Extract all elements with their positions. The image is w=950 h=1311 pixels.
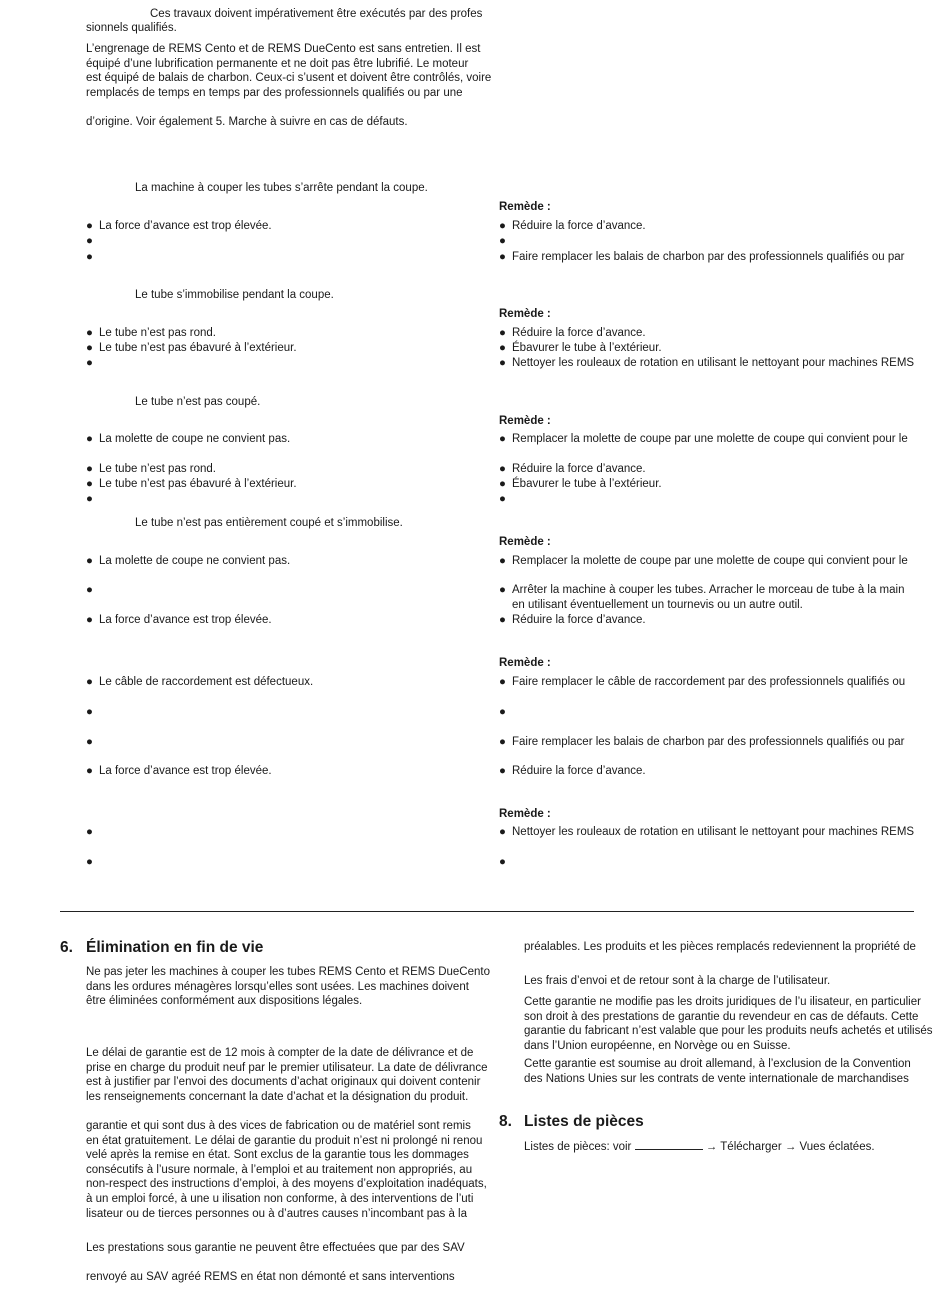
fault-title: La machine à couper les tubes s’arrête pendant la coupe. [135, 182, 428, 194]
warranty-shipping-line: Les frais d’envoi et de retour sont à la charge de l’utilisateur. [524, 975, 831, 987]
intro-line-2: sionnels qualifiés. [86, 22, 177, 34]
maintenance-paragraph: L’engrenage de REMS Cento et de REMS DueCento est sans entretien. Il est équipé d’une lubrification permanente et ne doit pas être lubrifié. Le moteur est équipé de balais de charbon. Ceux-ci s’usent et doivent être contrôlés, voire remplacés de temps en temps par des professionnels qualifiés ou par une [86, 43, 492, 99]
intro-last-line: d’origine. Voir également 5. Marche à suivre en cas de défauts. [86, 116, 408, 128]
warranty-ownership-line: préalables. Les produits et les pièces remplacés redeviennent la propriété de [524, 941, 916, 953]
url-blank [635, 1138, 703, 1150]
remedy-label: Remède : [499, 536, 551, 548]
section-6-number: 6. [60, 939, 73, 956]
remedy-item-continuation: en utilisant éventuellement un tournevis ou un autre outil. [512, 599, 803, 611]
remedy-label: Remède : [499, 308, 551, 320]
warranty-rights-paragraph: Cette garantie ne modifie pas les droits juridiques de l’u ilisateur, en particulier son droit à des prestations de garantie du revendeur en cas de défauts. Cette garantie du fabricant n’est valable que pour les produits neufs achetés et utilisés dans l’Union européenne, en Norvège ou en Suisse. [524, 996, 933, 1052]
warranty-scope-paragraph: garantie et qui sont dus à des vices de fabrication ou de matériel sont remis en état gratuitement. Le délai de garantie du produit n’est ni prolongé ni renou velé après la remise en état. Sont exclus de la garantie tous les dommages consécutifs à l’usure normale, à l’emploi et au traitement non appropriés, au non-respect des instructions d’emploi, à des moyens d’exploitation inadéquats, à un emploi forcé, à une u ilisation non conforme, à des interventions de l’uti lisateur ou de tierces personnes ou à d’autres causes n’incombant pas à la [86, 1120, 487, 1220]
section-6-title: Élimination en fin de vie [86, 939, 264, 956]
warranty-law-paragraph: Cette garantie est soumise au droit allemand, à l’exclusion de la Convention des Nations Unies sur les contrats de vente internationale de marchandises [524, 1058, 911, 1085]
fault-title: Le tube n’est pas entièrement coupé et s’immobilise. [135, 517, 403, 529]
parts-list-path: → Télécharger → Vues éclatées. [705, 1141, 875, 1153]
warranty-return-line: renvoyé au SAV agréé REMS en état non démonté et sans interventions [86, 1271, 455, 1283]
parts-list-text: Listes de pièces: voir [524, 1141, 632, 1153]
warranty-period-paragraph: Le délai de garantie est de 12 mois à compter de la date de délivrance et de prise en charge du produit neuf par le premier utilisateur. La date de délivrance est à justifier par l’envoi des documents d’achat originaux qui doivent contenir les renseignements concernant la date d’achat et la désignation du produit. [86, 1047, 488, 1103]
remedy-label: Remède : [499, 415, 551, 427]
remedy-label: Remède : [499, 657, 551, 669]
parts-list-line [524, 1138, 875, 1153]
fault-title: Le tube s’immobilise pendant la coupe. [135, 289, 334, 301]
remedy-label: Remède : [499, 201, 551, 213]
remedy-label: Remède : [499, 808, 551, 820]
intro-line-1: Ces travaux doivent impérativement être exécutés par des profes [150, 8, 483, 20]
section-8-title: Listes de pièces [524, 1113, 644, 1130]
disposal-paragraph: Ne pas jeter les machines à couper les tubes REMS Cento et REMS DueCento dans les ordures ménagères lorsqu’elles sont usées. Les machines doivent être éliminées conformément aux dispositions légales. [86, 966, 490, 1008]
warranty-service-line: Les prestations sous garantie ne peuvent être effectuées que par des SAV [86, 1242, 465, 1254]
section-8-number: 8. [499, 1113, 512, 1130]
section-divider [60, 911, 914, 912]
fault-title: Le tube n’est pas coupé. [135, 396, 261, 408]
